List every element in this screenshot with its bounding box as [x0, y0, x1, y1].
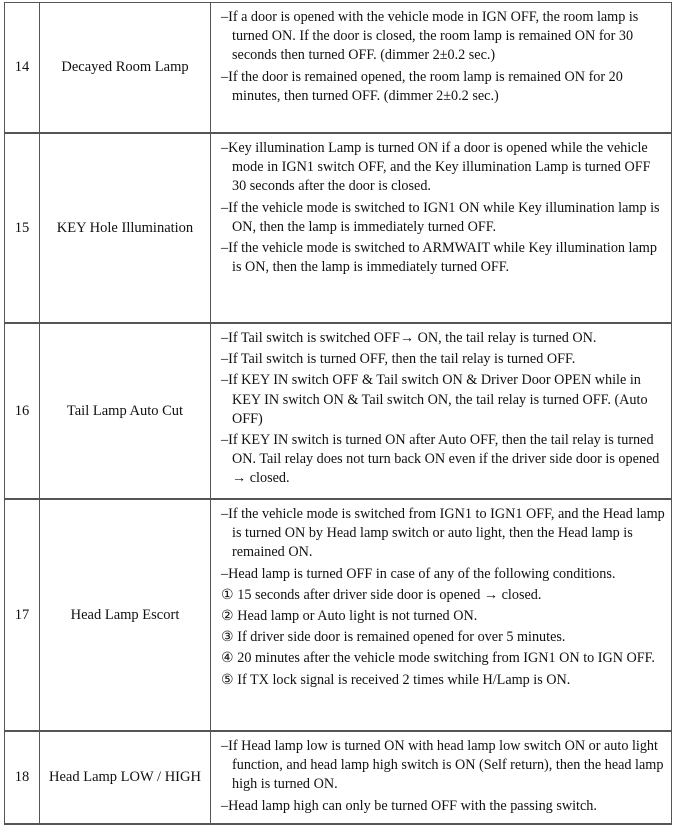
description-item: –If the door is remained opened, the room lamp is remained ON for 20 minutes, then turned OFF. (dimmer 2±0.2 sec.) [221, 68, 623, 104]
row-number: 14 [14, 59, 30, 75]
condition-item: ① 15 seconds after driver side door is opened → closed. [221, 586, 542, 603]
function-description [211, 500, 671, 730]
table-row [4, 2, 672, 133]
description-item: –Key illumination Lamp is turned ON if a door is opened while the vehicle mode in IGN1 switch OFF, and the Key illumination Lamp is turned OFF 30 seconds after the door is closed. [221, 140, 651, 195]
description-item: –If a door is opened with the vehicle mode in IGN OFF, the room lamp is turned ON. If the door is closed, the room lamp is remained ON for 30 seconds then turned OFF. (dimmer 2±0.2 sec.) [221, 9, 639, 64]
description-item: –If KEY IN switch OFF & Tail switch ON & Driver Door OPEN while in KEY IN switch ON & Tail switch ON, the tail relay is turned OFF. (Auto OFF) [221, 372, 648, 427]
description-item: –If Head lamp low is turned ON with head lamp low switch ON or auto light function, and head lamp high switch is ON (Self return), then the head lamp high is turned ON. [221, 738, 664, 793]
function-description [211, 324, 671, 498]
function-name: KEY Hole Illumination [39, 134, 211, 322]
condition-item: ③ If driver side door is remained opened for over 5 minutes. [221, 629, 566, 646]
row-number: 16 [14, 402, 30, 419]
table-row [4, 323, 672, 499]
table-continuation-edge [4, 824, 672, 830]
function-description [211, 3, 671, 132]
table-row [4, 499, 672, 731]
table-row [4, 731, 672, 824]
description-item: –If Tail switch is switched OFF→ ON, the tail relay is turned ON. [221, 330, 597, 346]
description-item: –If the vehicle mode is switched to IGN1 ON while Key illumination lamp is ON, then the lamp is immediately turned OFF. [221, 199, 660, 235]
function-name: Head Lamp Escort [39, 500, 211, 730]
description-item: –Head lamp is turned OFF in case of any of the following conditions. [221, 565, 616, 582]
description-item: –If KEY IN switch is turned ON after Auto OFF, then the tail relay is turned ON. Tail relay does not turn back ON even if the driver side door is opened → closed. [221, 432, 660, 487]
condition-item: ⑤ If TX lock signal is received 2 times while H/Lamp is ON. [221, 671, 571, 688]
row-number: 15 [14, 219, 30, 236]
function-name: Head Lamp LOW / HIGH [39, 732, 211, 823]
table-row [4, 133, 672, 323]
function-name: Tail Lamp Auto Cut [39, 324, 211, 498]
function-name: Decayed Room Lamp [39, 3, 211, 132]
description-item: –If Tail switch is turned OFF, then the tail relay is turned OFF. [221, 351, 576, 368]
row-number: 18 [14, 769, 30, 785]
description-item: –If the vehicle mode is switched from IGN1 to IGN1 OFF, and the Head lamp is turned ON by Head lamp switch or auto light, then the Head lamp is remained ON. [221, 506, 665, 561]
description-item: –Head lamp high can only be turned OFF with the passing switch. [221, 797, 597, 814]
function-description [211, 134, 671, 322]
condition-item: ④ 20 minutes after the vehicle mode switching from IGN1 ON to IGN OFF. [221, 650, 655, 667]
description-item: –If the vehicle mode is switched to ARMWAIT while Key illumination lamp is ON, then the lamp is immediately turned OFF. [221, 240, 657, 276]
function-description [211, 732, 671, 823]
row-number: 17 [14, 606, 30, 623]
condition-item: ② Head lamp or Auto light is not turned ON. [221, 608, 478, 625]
